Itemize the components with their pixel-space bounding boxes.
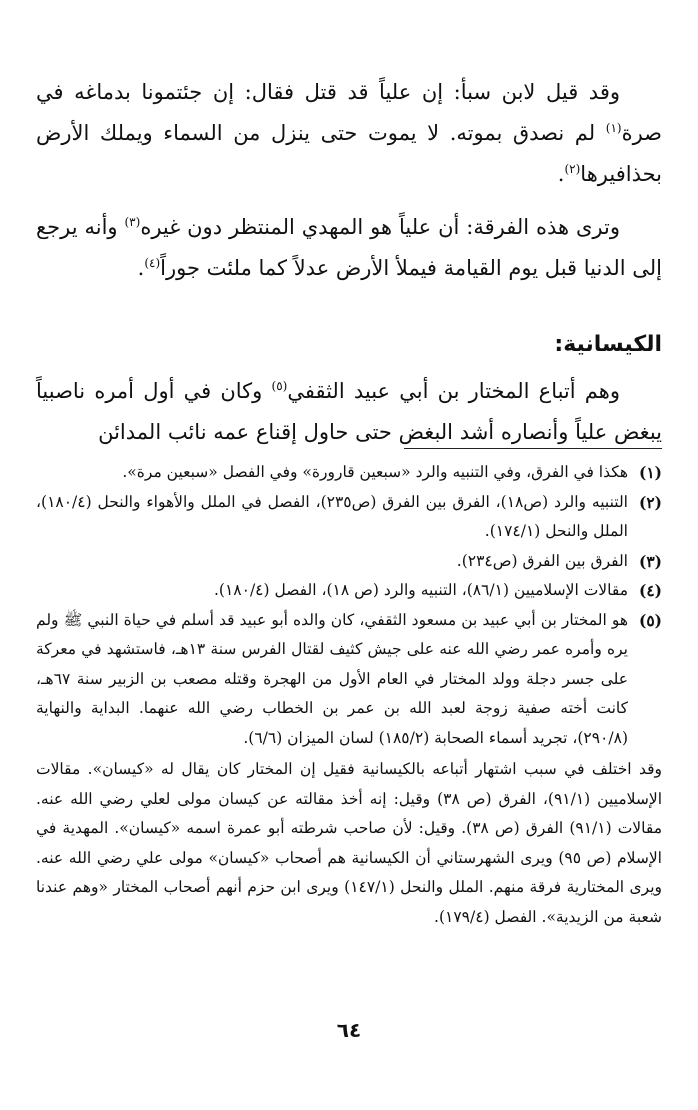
- footnote: [36, 606, 662, 754]
- footnote: [36, 547, 662, 577]
- footnote-text: الفرق بين الفرق (ص٢٣٤).: [456, 551, 628, 570]
- footnote-ref: (٣): [124, 215, 141, 229]
- paragraph-text: .: [557, 162, 565, 186]
- footnote-number: (٤): [638, 581, 662, 600]
- page-number: ٦٤: [336, 1018, 362, 1042]
- footnote-text: هو المختار بن أبي عبيد بن مسعود الثقفي، كان والده أبو عبيد قد أسلم في حياة النبي ﷺ ولم يره وأمره عمر رضي الله عنه على جيش كثيف لقتال الفرس سنة ١٣هـ، فاستشهد في معركة على جسر دجلة وولد المختار في العام الأول من الهجرة وقتله مصعب بن الزبير سنة ٦٧هـ، كانت أخته صفية زوجة لعبد الله بن عمر بن الخطاب رضي الله عنهما. البداية والنهاية (٢٩٠/٨)، تجريد أسماء الصحابة (١٨٥/٢) لسان الميزان (٦/٦).: [36, 610, 629, 747]
- footnote-text: مقالات الإسلاميين (٨٦/١)، التنبيه والرد (ص ١٨)، الفصل (١٨٠/٤).: [214, 581, 628, 599]
- paragraph-kaysaniyya: [36, 371, 662, 453]
- footnote-number: (٥): [638, 610, 662, 630]
- footnote-text: هكذا في الفرق، وفي التنبيه والرد «سبعين قارورة» وفي الفصل «سبعين مرة».: [122, 463, 628, 481]
- footnote: [36, 576, 662, 606]
- paragraph-text: .: [137, 256, 145, 280]
- paragraph-ibn-saba: [36, 72, 662, 195]
- footnotes: [36, 458, 662, 932]
- paragraph-text: وترى هذه الفرقة: أن علياً هو المهدي المنتظر دون غيره: [140, 215, 620, 239]
- footnote-ref: (٥): [271, 379, 288, 393]
- paragraph-text: وهم أتباع المختار بن أبي عبيد الثقفي: [287, 379, 620, 403]
- paragraph-text: وكان في أول أمره ناصبياً يبغض علياً وأنصاره أشد البغض حتى حاول إقناع عمه نائب المدائن: [36, 379, 662, 444]
- footnote-number: (٢): [638, 492, 662, 512]
- footnote: [36, 488, 662, 547]
- footnote-continuation: وقد اختلف في سبب اشتهار أتباعه بالكيسانية فقيل إن المختار كان يقال له «كيسان». مقالات الإسلاميين (٩١/١)، الفرق (ص ٣٨) وقيل: إنه أخذ مقالته عن كيسان مولى لعلي رضي الله عنه. مقالات (٩١/١) الفرق (ص ٣٨). وقيل: لأن صاحب شرطته أبو عمرة اسمه «كيسان». المهدية في الإسلام (ص ٩٥) ويرى الشهرستاني أن الكيسانية هم أصحاب «كيسان» مولى علي رضي الله عنه. ويرى المختارية فرقة منهم. الملل والنحل (١٤٧/١) ويرى ابن حزم أنهم أصحاب المختار «وهم عندنا شعبة من الزيدية». الفصل (١٧٩/٤).: [36, 760, 663, 926]
- footnote-ref: (٤): [144, 256, 161, 270]
- footnote-separator: [404, 448, 662, 449]
- footnote-ref: (١): [605, 121, 622, 135]
- paragraph-mahdi: [36, 207, 662, 289]
- paragraph-text: وأنه يرجع إلى الدنيا قبل يوم القيامة فيملأ الأرض عدلاً كما ملئت جوراً: [36, 215, 662, 280]
- paragraph-text: لم نصدق بموته. لا يموت حتى ينزل من السماء ويملك الأرض بحذافيرها: [36, 121, 662, 186]
- footnote-number: (١): [638, 463, 662, 482]
- footnote: [36, 458, 662, 488]
- footnote-number: (٣): [638, 551, 662, 571]
- footnote-ref: (٢): [564, 162, 581, 176]
- section-heading: الكيسانية:: [554, 332, 662, 357]
- footnote-text: التنبيه والرد (ص١٨)، الفرق بين الفرق (ص٢٣٥)، الفصل في الملل والأهواء والنحل (١٨٠/٤)، الملل والنحل (١٧٤/١).: [36, 492, 628, 540]
- paragraph-text: وقد قيل لابن سبأ: إن علياً قد قتل فقال: إن جئتمونا بدماغه في صرة: [36, 80, 662, 145]
- main-text: [36, 72, 662, 463]
